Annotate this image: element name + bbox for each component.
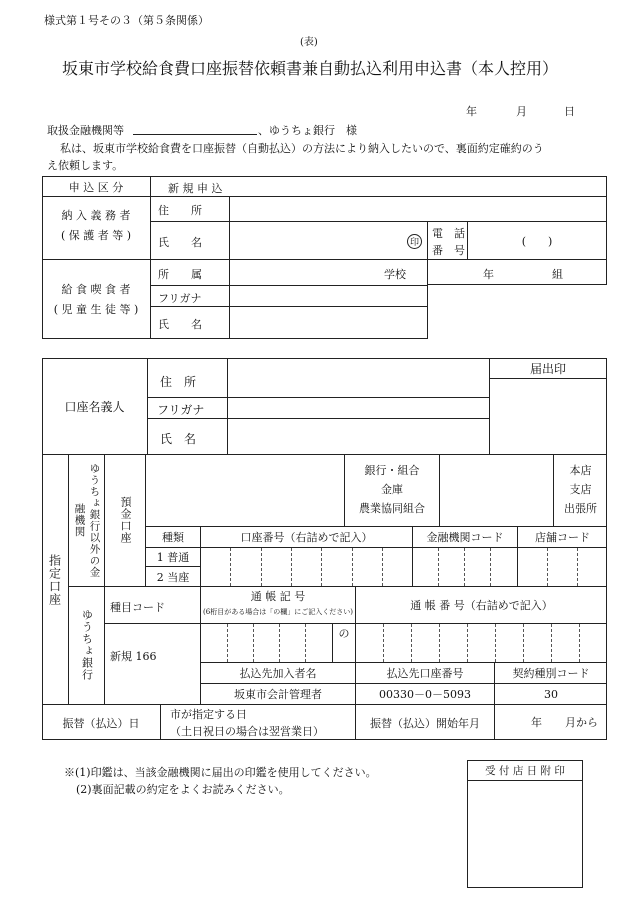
application-type-label: 申 込 区 分	[68, 180, 124, 194]
bank-types-line2: 金庫	[381, 483, 403, 496]
city-date-line1: 市が指定する日	[170, 708, 247, 721]
type-option-2[interactable]: 2 当座	[156, 570, 190, 584]
contract-code-header: 契約種別コード	[512, 667, 590, 680]
intro-line2: え依頼します。	[47, 159, 124, 172]
eater-furigana-field[interactable]	[230, 286, 427, 306]
no-char-label: の	[338, 627, 350, 640]
date-year-label: 年	[466, 105, 477, 118]
registered-seal-label: 届出印	[529, 361, 566, 376]
branch-name-field[interactable]	[440, 455, 552, 525]
year-label: 年	[483, 268, 494, 281]
class-label: 組	[552, 268, 563, 281]
bank-line-prefix: 取扱金融機関等	[47, 124, 124, 137]
holder-name-label: 氏 名	[160, 432, 197, 446]
date-day-label: 日	[564, 105, 575, 118]
holder-furigana-field[interactable]	[228, 398, 488, 417]
bank-name-field[interactable]	[146, 455, 343, 525]
bank-name-underline[interactable]	[133, 134, 257, 135]
payer-label-line1: 納 入 義 務 者	[61, 209, 131, 222]
side-label: (表)	[300, 37, 318, 48]
receipt-stamp-label: 受 付 店 日 附 印	[485, 764, 565, 777]
bank-types-line3: 農業協同組合	[359, 502, 425, 515]
application-type-value: 新 規 申 込	[168, 182, 223, 195]
grade-class-box	[427, 259, 607, 285]
payee-name-header: 払込先加入者名	[239, 667, 317, 680]
item-code-value: 新規 166	[110, 650, 157, 663]
holder-address-label: 住 所	[160, 375, 197, 389]
payee-account-header: 払込先口座番号	[386, 667, 464, 680]
passbook-number-field[interactable]	[356, 624, 607, 662]
eater-name-label: 氏 名	[158, 318, 202, 331]
registered-seal-box[interactable]	[490, 379, 606, 453]
branch-types-line3: 出張所	[564, 502, 597, 515]
passbook-symbol-header: 通 帳 記 号	[250, 590, 306, 603]
type-header: 種類	[162, 531, 184, 544]
city-date-line2: （土日祝日の場合は翌営業日）	[170, 725, 324, 738]
other-fi-label: ゆうちょ銀行以外の金融機関	[73, 462, 101, 578]
bank-types-line1: 銀行・組合	[364, 464, 420, 477]
transfer-date-label: 振替（払込）日	[62, 716, 140, 730]
phone-label-line1: 電 話	[432, 227, 465, 240]
item-code-header: 種目コード	[110, 601, 165, 614]
start-month-label: 振替（払込）開始年月	[370, 716, 480, 730]
date-month-label: 月	[516, 105, 527, 118]
bank-line-suffix: 、ゆうちょ銀行 様	[258, 124, 357, 137]
passbook-symbol-note: (6桁目がある場合は「の欄」にご記入ください)	[203, 608, 353, 616]
start-year-label: 年	[531, 716, 542, 729]
payee-name-value: 坂東市会計管理者	[234, 688, 322, 701]
branch-code-header: 店舗コード	[535, 531, 590, 544]
deposit-account-label: 預金口座	[119, 496, 132, 544]
holder-furigana-label: フリガナ	[157, 403, 205, 417]
eater-name-field[interactable]	[230, 307, 427, 338]
type-option-1[interactable]: 1 普通	[156, 551, 190, 564]
payer-label-line2: ( 保 護 者 等 )	[60, 229, 132, 242]
yucho-label: ゆうちょ銀行	[80, 609, 94, 681]
payee-account-value: 00330－0－5093	[379, 688, 471, 701]
payer-name-field[interactable]	[230, 222, 426, 259]
account-number-field[interactable]	[201, 548, 412, 586]
footer-note-1: ※(1)印鑑は、当該金融機関に届出の印鑑を使用してください。	[64, 766, 377, 779]
payer-address-label: 住 所	[158, 204, 202, 217]
eater-label-line1: 給 食 喫 食 者	[61, 283, 131, 296]
affiliation-label: 所 属	[158, 268, 202, 281]
holder-name-field[interactable]	[228, 419, 488, 453]
account-holder-label: 口座名義人	[64, 399, 125, 414]
passbook-number-header: 通 帳 番 号（右詰めで記入）	[410, 599, 553, 612]
fi-code-header: 金融機関コード	[426, 531, 504, 544]
phone-field[interactable]: ( )	[521, 234, 553, 248]
holder-address-field[interactable]	[228, 359, 488, 396]
contract-code-value: 30	[544, 687, 558, 701]
intro-line1: 私は、坂東市学校給食費を口座振替（自動払込）の方法により納入したいので、裏面約定確約のう	[60, 142, 544, 155]
form-number: 様式第１号その３（第５条関係）	[44, 14, 209, 27]
payer-address-field[interactable]	[230, 197, 606, 221]
payer-name-label: 氏 名	[158, 236, 202, 249]
phone-label-line2: 番 号	[432, 244, 465, 257]
account-number-header: 口座番号（右詰めで記入）	[240, 531, 373, 544]
fi-code-field[interactable]	[413, 548, 517, 586]
branch-types-line2: 支店	[569, 483, 592, 496]
designated-account-label: 指定口座	[47, 554, 62, 606]
branch-code-field[interactable]	[518, 548, 607, 586]
passbook-symbol-field[interactable]	[201, 624, 332, 662]
page-title: 坂東市学校給食費口座振替依頼書兼自動払込利用申込書（本人控用）	[62, 59, 559, 78]
start-month-suffix: 月から	[565, 716, 598, 729]
footer-note-2: (2)裏面記載の約定をよくお読みください。	[76, 783, 290, 796]
eater-label-line2: ( 児 童 生 徒 等 )	[53, 303, 139, 316]
sixth-digit-field[interactable]	[333, 643, 355, 662]
seal-mark: 印	[407, 234, 422, 249]
branch-types-line1: 本店	[569, 464, 592, 477]
eater-furigana-label: フリガナ	[158, 292, 202, 305]
school-label: 学校	[384, 268, 406, 281]
